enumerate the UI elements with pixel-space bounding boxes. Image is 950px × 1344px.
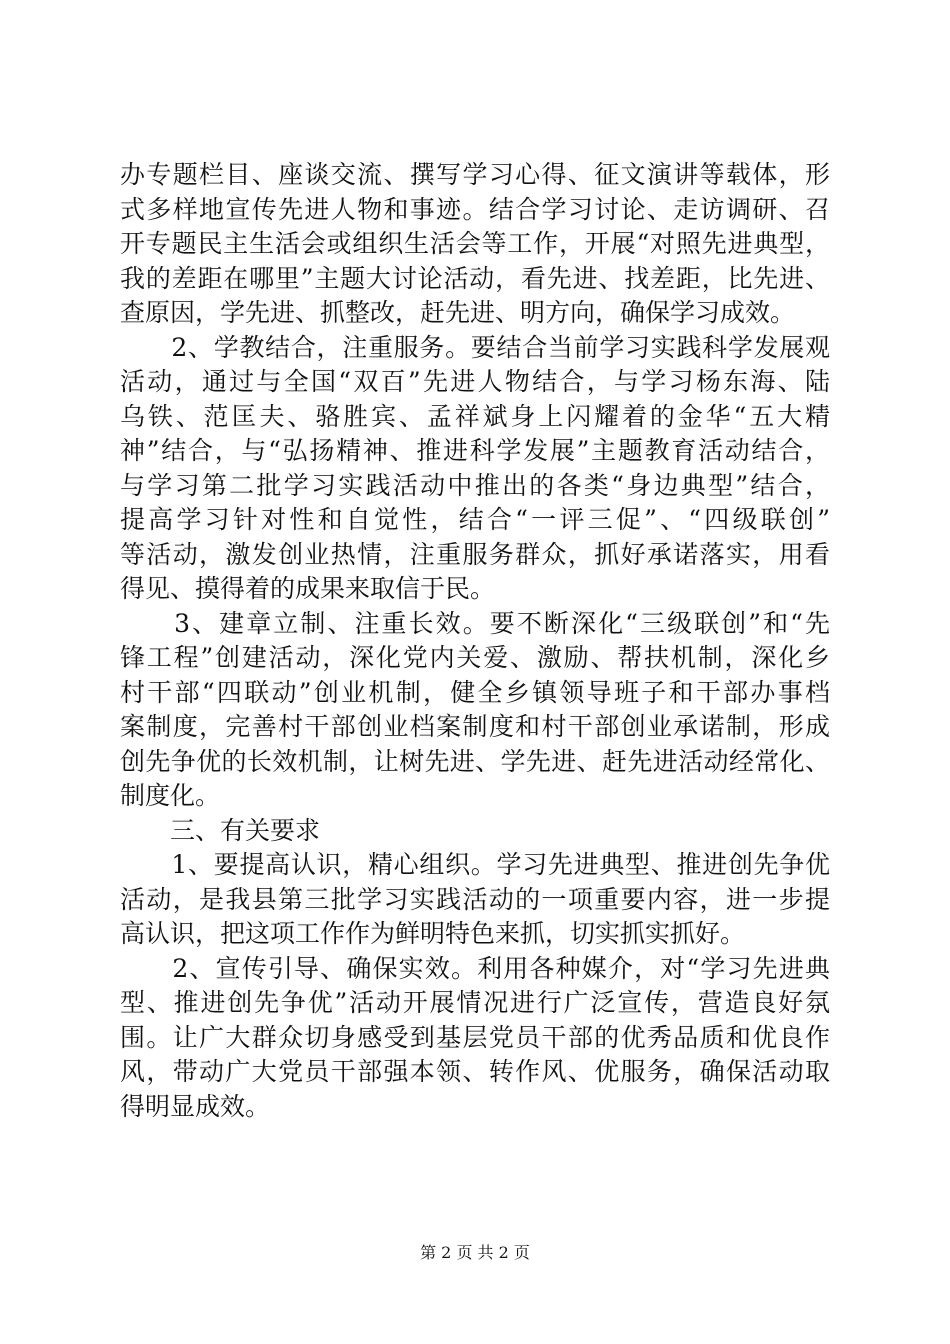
text-line: 开专题民主生活会或组织生活会等工作，开展“对照先进典型，	[120, 229, 830, 258]
text-line: 活动，是我县第三批学习实践活动的一项重要内容，进一步提	[120, 884, 830, 914]
text-line: 案制度，完善村干部创业档案制度和村干部创业承诺制，形成	[120, 712, 830, 741]
document-body	[120, 158, 830, 1124]
text-line: 2、学教结合，注重服务。要结合当前学习实践科学发展观	[120, 332, 830, 362]
text-line: 高认识，把这项工作作为鲜明特色来抓，切实抓实抓好。	[120, 919, 746, 948]
text-line: 办专题栏目、座谈交流、撰写学习心得、征文演讲等载体，形	[120, 160, 830, 189]
text-line: 神”结合，与“弘扬精神、推进科学发展”主题教育活动结合，	[120, 436, 830, 465]
text-line: 3、建章立制、注重长效。要不断深化“三级联创”和“先	[120, 608, 830, 638]
text-line: 式多样地宣传先进人物和事迹。结合学习讨论、走访调研、召	[120, 194, 830, 224]
text-line: 我的差距在哪里”主题大讨论活动，看先进、找差距，比先进、	[120, 263, 830, 293]
text-line: 围。让广大群众切身感受到基层党员干部的优秀品质和优良作	[120, 1022, 830, 1052]
text-line: 等活动，激发创业热情，注重服务群众，抓好承诺落实，用看	[120, 539, 830, 569]
text-line: 创先争优的长效机制，让树先进、学先进、赶先进活动经常化、	[120, 746, 830, 776]
text-line: 乌铁、范匡夫、骆胜宾、孟祥斌身上闪耀着的金华“五大精	[120, 401, 830, 431]
text-line: 制度化。	[120, 781, 221, 810]
text-line: 提高学习针对性和自觉性，结合“一评三促”、“四级联创”	[120, 505, 830, 534]
text-line: 锋工程”创建活动，深化党内关爱、激励、帮扶机制，深化乡	[120, 643, 830, 672]
text-line: 得明显成效。	[120, 1091, 271, 1121]
text-line: 与学习第二批学习实践活动中推出的各类“身边典型”结合，	[120, 470, 830, 500]
text-line: 村干部“四联动”创业机制，健全乡镇领导班子和干部办事档	[120, 677, 830, 707]
text-line: 三、有关要求	[120, 815, 321, 845]
text-line: 型、推进创先争优”活动开展情况进行广泛宣传，营造良好氛	[120, 988, 830, 1017]
text-line: 活动，通过与全国“双百”先进人物结合，与学习杨东海、陆	[120, 367, 830, 396]
text-line: 查原因，学先进、抓整改，赶先进、明方向，确保学习成效。	[120, 298, 796, 327]
text-line: 得见、摸得着的成果来取信于民。	[120, 574, 496, 603]
page-footer: 第 2 页 共 2 页	[420, 1243, 530, 1262]
text-line: 1、要提高认识，精心组织。学习先进典型、推进创先争优	[120, 850, 830, 879]
text-line: 风，带动广大党员干部强本领、转作风、优服务，确保活动取	[120, 1057, 830, 1086]
text-line: 2、宣传引导、确保实效。利用各种媒介，对“学习先进典	[120, 953, 830, 983]
